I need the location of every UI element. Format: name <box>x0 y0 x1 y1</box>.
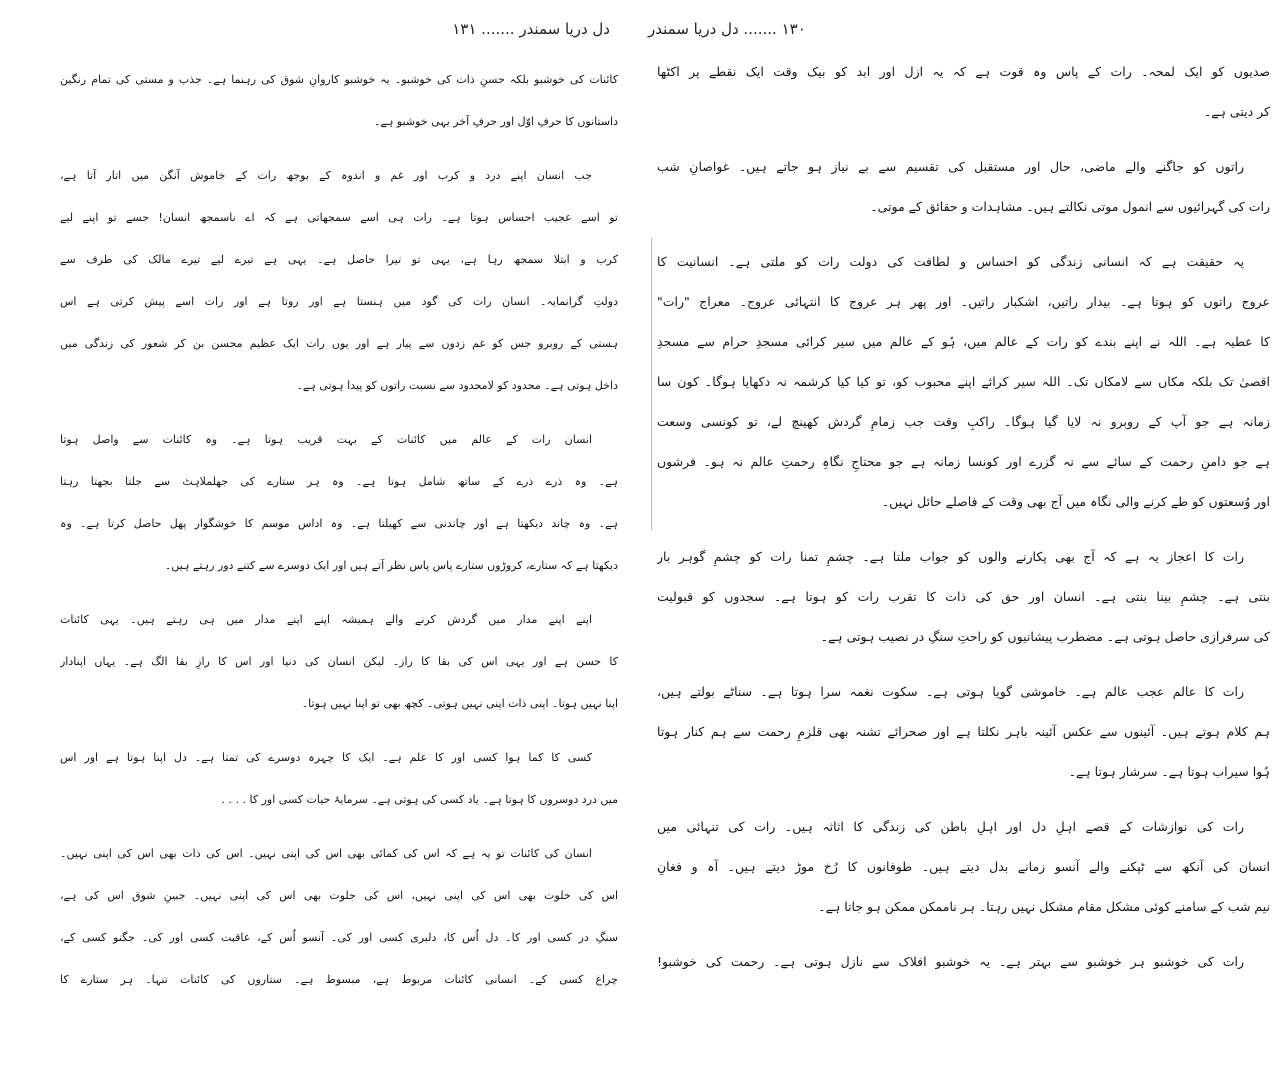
text-line: اپنے اپنے مدار میں گردش کرنے والے ہمیشہ اپنے اپنے مدار میں ہی رہتے ہیں۔ یہی کائنات <box>60 613 592 626</box>
text-line: تو اسے عجیب احساس ہوتا ہے۔ رات ہی اسے سمجھاتی ہے کہ اے ناسمجھ انسان! جسے تو اپنے لیے <box>60 211 618 224</box>
text-line: انسان کی کائنات تو یہ ہے کہ اس کی کمائی بھی اس کی اپنی نہیں۔ اس کی ذات بھی اس کی اپنی نہیں۔ <box>60 847 592 860</box>
text-line: صدیوں کو ایک لمحہ۔ رات کے پاس وہ قوت ہے کہ یہ ازل اور ابد کو بیک وقت ایک نقطے پر اکٹھا <box>657 64 1270 79</box>
left-page-running-header: دل دریا سمندر ....... ۱۳۱ <box>452 20 610 38</box>
text-line: ہم کلام ہوتے ہیں۔ آئینوں سے عکس آئینہ باہر نکلتا ہے اور صحرائے تشنہ بھی قلزمِ رحمت سے ہم کنار ہوتا <box>657 724 1270 739</box>
text-line: رات کی نوازشات کے قصے اہلِ دل اور اہلِ باطن کی زندگی کا اثاثہ ہیں۔ رات کی تنہائی میں <box>657 819 1244 834</box>
paragraph <box>657 807 1270 927</box>
text-line: کی سرفرازی حاصل ہوتی ہے۔ مضطرب پیشانیوں کو راحتِ سنگِ در نصیب ہوتی ہے۔ <box>820 629 1270 644</box>
paragraph <box>60 599 618 725</box>
paragraph <box>60 419 618 587</box>
text-line: انسان رات کے عالم میں کائنات کے بہت قریب ہوتا ہے۔ وہ کائنات سے واصل ہوتا <box>60 433 592 446</box>
text-line: اقصیٰ تک بلکہ مکاں سے لامکاں تک۔ اللہ سیر کرائے اپنے محبوب کو، تو کیا کیا کرشمہ نہ دکھایا ہوگا۔ کون سا <box>657 374 1270 389</box>
text-line: کا حسن ہے اور یہی اس کی بقا کا راز۔ لیکن انسان کی دنیا اور اس کا رازِ بقا الگ ہے۔ یہاں اپنادار <box>60 655 618 668</box>
paragraph <box>657 942 1270 982</box>
paragraph <box>657 672 1270 792</box>
text-line: جب انسان اپنے درد و کرب اور غم و اندوہ کے بوجھ رات کے خاموش آنگن میں اتار آتا ہے، <box>60 169 592 182</box>
text-line: ہُوا سیراب ہوتا ہے۔ سرشار ہوتا ہے۔ <box>1068 764 1270 779</box>
text-line: کائنات کی خوشبو بلکہ حسنِ ذات کی خوشبو۔ یہ خوشبو کاروانِ شوق کی رہنما ہے۔ جذب و مستی کی تمام رنگین <box>60 73 618 86</box>
text-line: عروج راتوں کو ہوتا ہے۔ بیدار راتیں، اشکبار راتیں۔ اور پھر ہر عروج کا انتہائی عروج۔ معراج "رات" <box>657 294 1270 309</box>
paragraph <box>60 833 618 1001</box>
text-line: ہستی کے روبرو جس کو غم زدوں سے پیار ہے اور یوں رات ایک عظیم محسن بن کر شعور کی زندگی میں <box>60 337 618 350</box>
right-page-text-block <box>657 52 1270 982</box>
text-line: نیم شب کے سامنے کوئی مشکل مقام مشکل نہیں رہتا۔ ہر ناممکن ممکن ہو جاتا ہے۔ <box>818 899 1270 914</box>
text-line: کرب و ابتلا سمجھ رہا ہے، یہی تو تیرا حاصل ہے۔ یہی ہے تیرے لیے تیرے مالک کی طرف سے <box>60 253 618 266</box>
text-line: اس کی خلوت بھی اس کی اپنی نہیں، اس کی جلوت بھی اس کی اپنی نہیں۔ جبینِ شوق اس کی ہے، <box>60 889 618 902</box>
paragraph <box>60 737 618 821</box>
text-line: داخل ہوتی ہے۔ محدود کو لامحدود سے نسبت راتوں کو پیدا ہوتی ہے۔ <box>296 379 618 392</box>
text-line: بنتی ہے۔ چشمِ بینا بنتی ہے۔ انسان اور حق کی ذات کا تقرب رات کو ہوتا ہے۔ سجدوں کو قبولیت <box>657 589 1270 604</box>
text-line: سنگِ در کسی اور کا۔ دل اُس کا، دلبری کسی اور کی۔ آنسو اُس کے، عاقبت کسی اور کی۔ جگنو کسی کے، <box>60 931 618 944</box>
text-line: ہے۔ وہ ذرے ذرے کے ساتھ شامل ہوتا ہے۔ وہ ہر ستارے کی جھلملاہٹ سے جلتا بجھتا رہتا <box>60 475 618 488</box>
left-page-text-block <box>60 59 618 1001</box>
paragraph <box>657 147 1270 227</box>
text-line: رات کا عالم عجب عالم ہے۔ خاموشی گویا ہوتی ہے۔ سکوت نغمہ سرا ہوتا ہے۔ سناٹے بولتے ہیں، <box>657 684 1244 699</box>
paragraph <box>60 155 618 407</box>
text-line: داستانوں کا حرفِ اوّل اور حرفِ آخر یہی خوشبو ہے۔ <box>374 115 618 128</box>
text-line: اور وُسعتوں کو طے کرنے والی نگاہ میں آج بھی وقت کے فاصلے حائل نہیں۔ <box>881 494 1270 509</box>
text-line: رات کی خوشبو ہر خوشبو سے بہتر ہے۔ یہ خوشبو افلاک سے نازل ہوتی ہے۔ رحمت کی خوشبو! <box>657 954 1244 969</box>
text-line: کسی کا کما ہوا کسی اور کا علم ہے۔ ایک کا چہرہ دوسرے کی تمنا ہے۔ دل اپنا ہوتا ہے اور اس <box>60 751 592 764</box>
text-line: راتوں کو جاگنے والے ماضی، حال اور مستقبل کی تقسیم سے بے نیاز ہو جاتے ہیں۔ غواصانِ شب <box>657 159 1244 174</box>
text-line: ہے۔ وہ چاند دیکھتا ہے اور چاندنی سے کھیلتا ہے۔ وہ اداس موسم کا خوشگوار پھل حاصل کرتا ہے۔ وہ <box>60 517 618 530</box>
paragraph <box>60 59 618 143</box>
text-line: دیکھتا ہے کہ ستارے، کروڑوں ستارے پاس پاس نظر آتے ہیں اور ایک دوسرے سے کتنے دور رہتے ہیں۔ <box>164 559 618 572</box>
text-line: کر دیتی ہے۔ <box>1203 104 1270 119</box>
text-line: رات کی گہرائیوں سے انمول موتی نکالتے ہیں۔ مشاہدات و حقائق کے موتی۔ <box>870 199 1270 214</box>
text-line: انسان کی آنکھ سے ٹپکنے والے آنسو زمانے بدل دیتے ہیں۔ طوفانوں کا رُخ موڑ دیتے ہیں۔ آہ و فغانِ <box>657 859 1270 874</box>
text-line: اپنا نہیں ہوتا۔ اپنی ذات اپنی نہیں ہوتی۔ کچھ بھی تو اپنا نہیں ہوتا۔ <box>301 697 618 710</box>
text-line: چراغ کسی کے۔ انسانی کائنات مربوط ہے، مبسوط ہے۔ ستاروں کی کائنات تنہا۔ ہر ستارے کا <box>60 973 618 986</box>
text-line: زمانہ ہے جو آپ کے روبرو نہ لایا گیا ہوگا۔ راکبِ وقت جب زمامِ گردش کھینچ لے، تو کونسی وسعت <box>657 414 1270 429</box>
text-line: رات کا اعجاز یہ ہے کہ آج بھی پکارنے والوں کو جواب ملتا ہے۔ چشمِ تمنا رات کو چشمِ گوہر بار <box>657 549 1244 564</box>
text-line: کا عطیہ ہے۔ اللہ نے اپنے بندے کو رات کے عالم میں، ہُو کے عالم میں سیر کرائی مسجدِ حرام سے مسجدِ <box>657 334 1270 349</box>
text-line: یہ حقیقت ہے کہ انسانی زندگی کو احساس و لطافت کی دولت رات کو ملتی ہے۔ انسانیت کا <box>657 254 1244 269</box>
right-page-running-header: ۱۳۰ ....... دل دریا سمندر <box>648 20 806 38</box>
scan-binding-line <box>651 238 652 530</box>
paragraph <box>657 52 1270 132</box>
text-line: میں درد دوسروں کا ہوتا ہے۔ یاد کسی کی ہوتی ہے۔ سرمایۂ حیات کسی اور کا . . . . <box>221 793 618 806</box>
text-line: ہے جو دامنِ رحمت کے سائے سے نہ گزرے اور کونسا زمانہ ہے جو محتاجِ نگاہِ رحمتِ عالم نہ ہو۔ فرشوں <box>657 454 1270 469</box>
paragraph <box>657 537 1270 657</box>
text-line: دولتِ گرانمایہ۔ انسان رات کی گود میں ہنستا ہے اور روتا ہے اور رات اسے پیش کرتی ہے اس <box>60 295 618 308</box>
paragraph <box>657 242 1270 522</box>
